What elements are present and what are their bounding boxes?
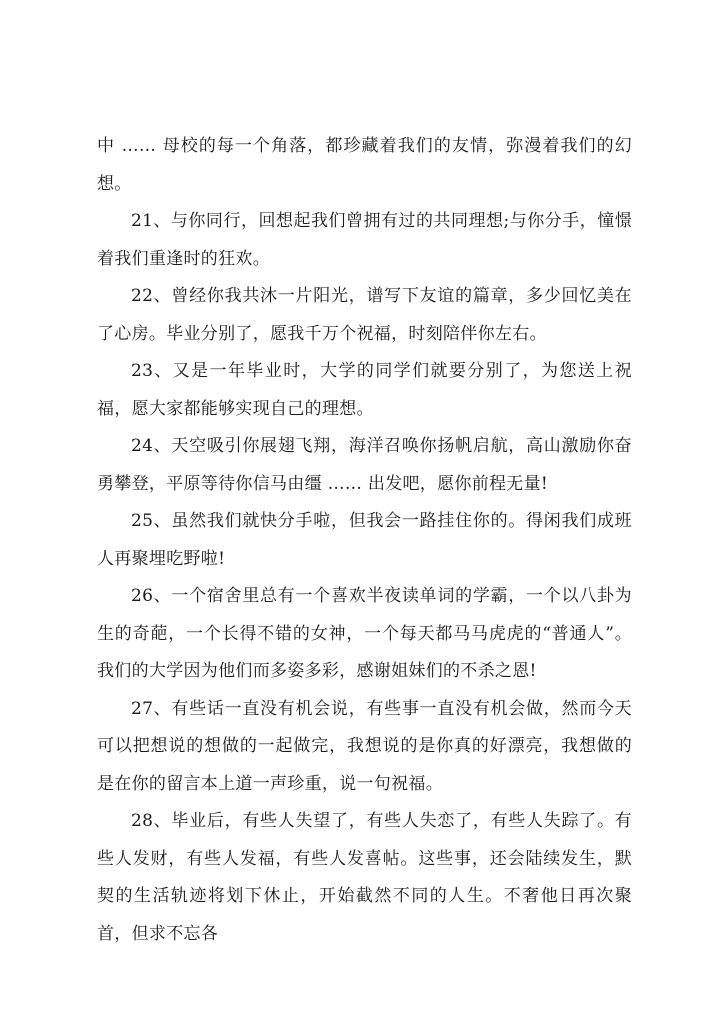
paragraph-21: 21、与你同行，回想起我们曾拥有过的共同理想;与你分手，憧憬着我们重逢时的狂欢。: [97, 211, 632, 269]
paragraph-continuation: 中 …… 母校的每一个角落，都珍藏着我们的友情，弥漫着我们的幻想。: [97, 136, 632, 194]
paragraph-24: 24、天空吸引你展翅飞翔，海洋召唤你扬帆启航，高山激励你奋勇攀登，平原等待你信马由缰 …… 出发吧，愿你前程无量!: [97, 436, 632, 494]
document-body: [97, 128, 632, 953]
paragraph-26: 26、一个宿舍里总有一个喜欢半夜读单词的学霸，一个以八卦为生的奇葩，一个长得不错的女神，一个每天都马马虎虎的“普通人”。我们的大学因为他们而多姿多彩，感谢姐妹们的不杀之恩!: [97, 586, 632, 681]
paragraph-28: 28、毕业后，有些人失望了，有些人失恋了，有些人失踪了。有些人发财，有些人发福，有些人发喜帖。这些事，还会陆续发生，默契的生活轨迹将划下休止，开始截然不同的人生。不奢他日再次聚首，但求不忘各: [97, 811, 632, 944]
paragraph-27: 27、有些话一直没有机会说，有些事一直没有机会做，然而今天可以把想说的想做的一起做完，我想说的是你真的好漂亮，我想做的是在你的留言本上道一声珍重，说一句祝福。: [97, 698, 632, 794]
paragraph-23: 23、又是一年毕业时，大学的同学们就要分别了，为您送上祝福，愿大家都能够实现自己的理想。: [97, 361, 632, 419]
paragraph-25: 25、虽然我们就快分手啦，但我会一路挂住你的。得闲我们成班人再聚埋吃野啦!: [97, 511, 632, 569]
paragraph-22: 22、曾经你我共沐一片阳光，谱写下友谊的篇章，多少回忆美在了心房。毕业分别了，愿我千万个祝福，时刻陪伴你左右。: [97, 286, 632, 344]
